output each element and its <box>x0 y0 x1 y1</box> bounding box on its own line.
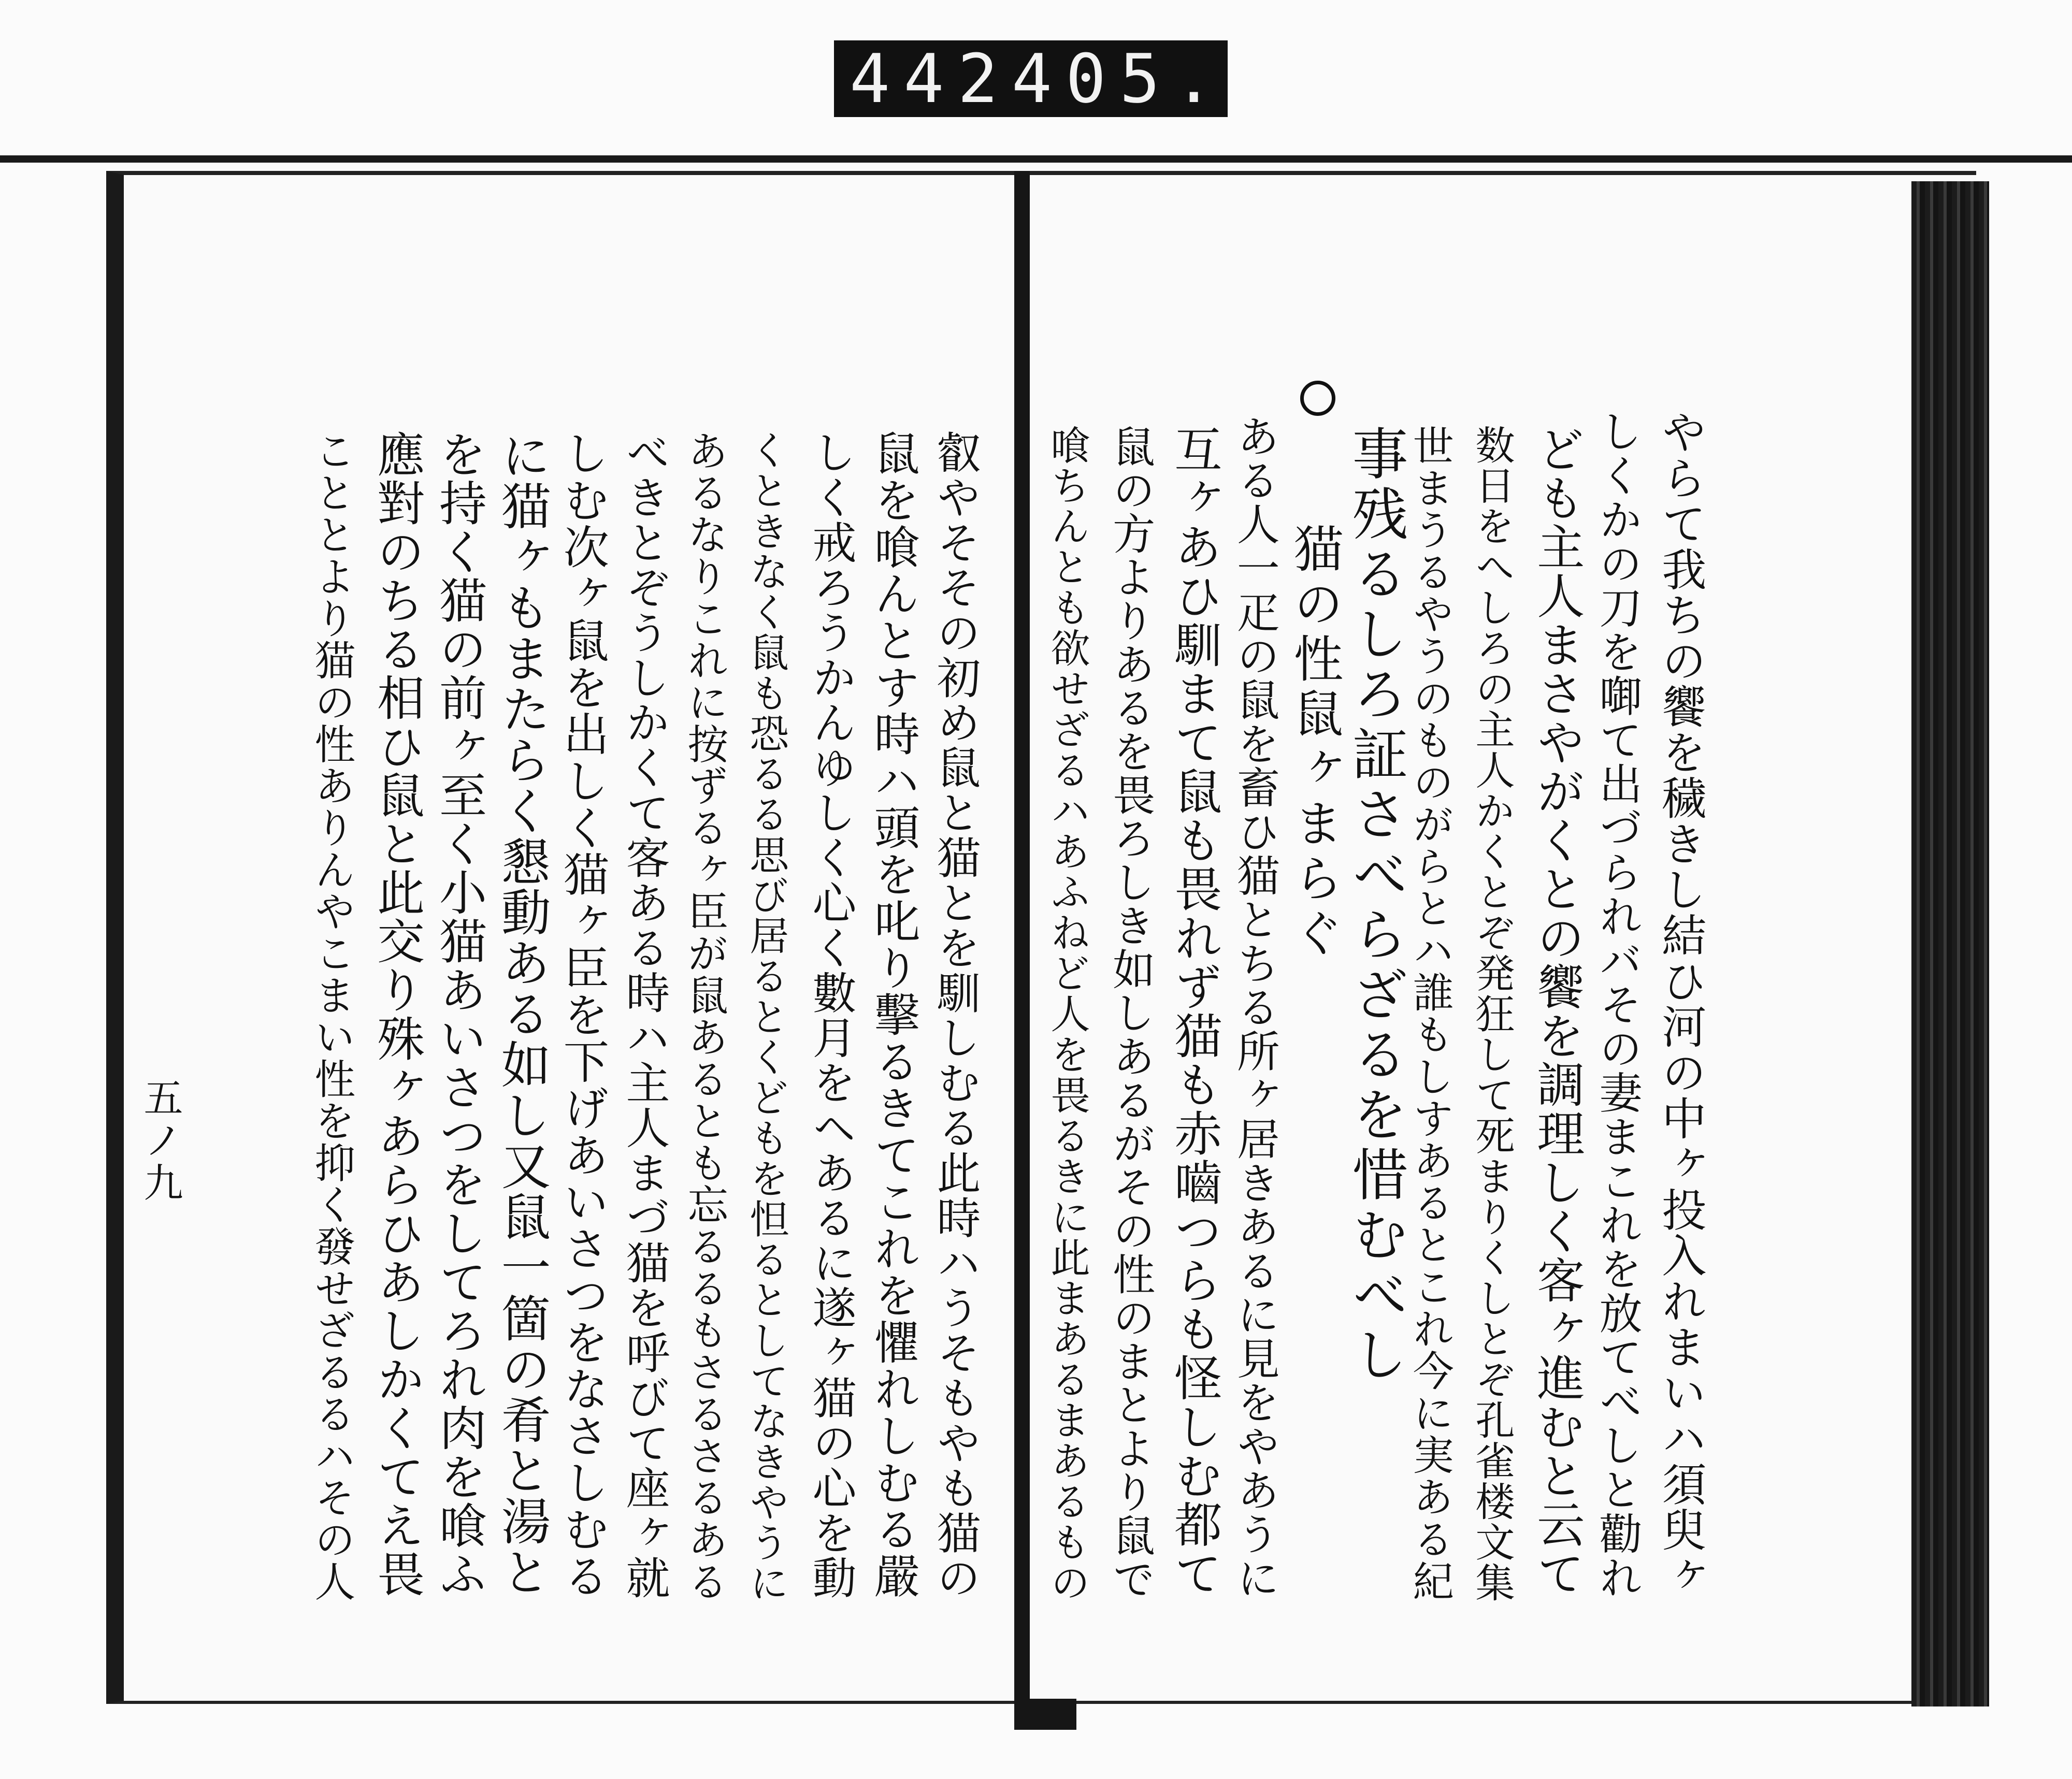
right-col-10: 鼠の方よりあるを畏ろしき如しあるがその性のまとより鼠で <box>1105 425 1155 1601</box>
gutter-tab <box>1014 1699 1076 1730</box>
archive-stamp <box>834 40 1228 117</box>
right-col-9: 互ヶあひ馴まて鼠も畏れず猫も赤嚙つらも怪しむ都て <box>1167 425 1223 1598</box>
stamp-right-number: 405. <box>1011 39 1228 118</box>
top-rule <box>0 155 2072 163</box>
left-col-6: べきとぞうしかくて客ある時ハ主人まづ猫を呼びて座ヶ就 <box>618 430 670 1600</box>
right-col-6: 事残るしろ証さべらざるを惜むべし <box>1343 425 1407 1386</box>
stamp-left-number: 442 <box>850 39 1012 118</box>
right-col-3: ども主人まさやがくとの饗を調理しく客ヶ進むと云て <box>1529 425 1586 1598</box>
right-section-heading: 猫の性鼠ヶまらぐ <box>1286 523 1344 962</box>
right-col-2: しくかの刀を啣て出づられバその妻まこれを放てべしと勸れ <box>1592 409 1643 1600</box>
left-col-2: 鼠を喰んとす時ハ頭を叱り擊るきてこれを懼れしむる嚴 <box>867 430 920 1599</box>
book-gutter <box>1014 171 1030 1725</box>
right-col-8: ある人一疋の鼠を畜ひ猫とちる所ヶ居きあるに見をやあうに <box>1229 414 1280 1600</box>
page-number: 五ノ九 <box>137 1077 183 1205</box>
left-col-7: しむ次ヶ鼠を出しく猫ヶ臣を下げあいさつをなさしむる <box>556 430 610 1599</box>
right-col-1: やらて我ちの饗を穢きし結ひ河の中ヶ投入れまいハ須臾ヶ <box>1654 409 1706 1599</box>
left-col-1: 叡やそその初め鼠と猫とを馴しむる此時ハうそもやも猫の <box>929 430 981 1600</box>
right-col-11: 喰ちんとも欲せざるハあふねど人を畏るきに此まあるまあるもの <box>1043 425 1090 1603</box>
left-col-11: こととより猫の性ありんやこまい性を抑く發せざるるハその人 <box>307 430 355 1602</box>
left-col-9: を持く猫の前ヶ至く小猫あいさつをしてろれ肉を喰ふ <box>431 430 487 1598</box>
left-col-8: に猫ヶもまたらく懇動ある如し又鼠一箇の肴と湯と <box>493 430 551 1597</box>
left-col-10: 應對のちる相ひ鼠と此交り殊ヶあらひあしかくてえ畏 <box>369 430 425 1598</box>
section-circle-mark <box>1300 381 1335 416</box>
left-col-4: くときなく鼠も恐るる思び居るとくどもを怛るとしてなきやうに <box>743 430 789 1603</box>
left-col-3: しく戒ろうかんゆしく心く數月をヘあるに遂ヶ猫の心を動 <box>804 430 856 1600</box>
page-edges <box>1911 181 1989 1706</box>
right-col-4: 数日をへしろの主人かくとぞ発狂して死まりくしとぞ孔雀楼文集 <box>1468 425 1515 1603</box>
left-col-5: あるなりこれに按ずるヶ臣が鼠あるとも忘るるもさるさるある <box>680 430 728 1602</box>
right-col-5: 世まうるやうのものがらとハ誰もしすあるとこれ今に実ある紀 <box>1406 425 1454 1602</box>
